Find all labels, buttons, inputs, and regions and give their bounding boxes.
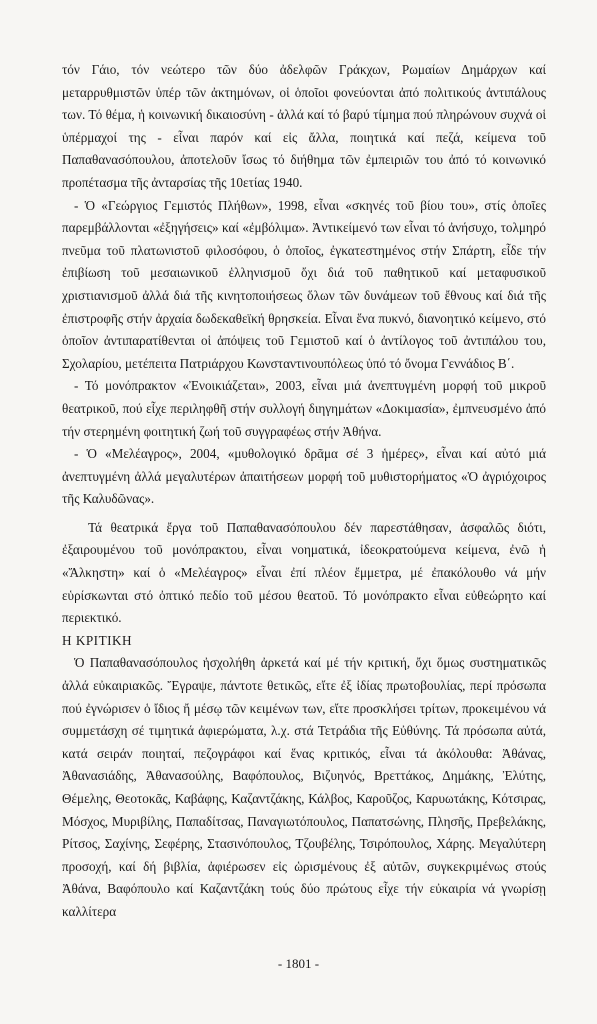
body-text (62, 59, 546, 924)
paragraph-gracchi: τόν Γάιο, τόν νεώτερο τῶν δύο ἀδελφῶν Γράκχων, Ρωμαίων Δημάρχων καί μεταρρυθμιστῶν ὑπέρ τῶν ἀκτημόνων, οἱ ὁποῖοι φονεύονται ἀπό πολιτικούς ἀντιπάλους των. Τό θέμα, ἡ κοινωνική δικαιοσύνη - ἀλλά καί τό βαρύ τίμημα πού πληρώνουν συχνά οἱ ὑπέρμαχοί της - εἶναι παρόν καί εἰς ἄλλα, ποιητικά καί πεζά, κείμενα τοῦ Παπαθανασόπουλου, ἀποτελοῦν ἴσως τό διήθημα τῶν ἐμπειριῶν του ἀπό τό κοινωνικό προπέτασμα τῆς ἀνταρσίας τῆς 10ετίας 1940. (62, 62, 546, 190)
page-number: - 1801 - (277, 956, 320, 971)
section-heading: Η ΚΡΙΤΙΚΗ (62, 632, 133, 648)
paragraph-criticism: Ὁ Παπαθανασόπουλος ἠσχολήθη ἀρκετά καί μέ τήν κριτική, ὄχι ὅμως συστηματικῶς ἀλλά εὐκαιριακῶς. Ἔγραψε, πάντοτε θετικῶς, εἴτε ἐξ ἰδίας πρωτοβουλίας, περί πρόσωπα πού ἐγνώρισεν ὁ ἴδιος ἤ μέσῳ τῶν κειμένων των, εἴτε προσκλήσει τρίτων, προκειμένου νά συμμετάσχη σέ τιμητικά ἀφιερώματα, λ.χ. στά Τετράδια τῆς Εὐθύνης. Τά πρόσωπα αὐτά, κατά σειράν ποιηταί, πεζογράφοι καί ἕνας κριτικός, εἶναι τά ἀκόλουθα: Ἀθάνας, Ἀθανασιάδης, Ἀθανασούλης, Βαφόπουλος, Βιζυηνός, Βρεττάκος, Δημάκης, Ἐλύτης, Θέμελης, Θεοτοκᾶς, Καβάφης, Καζαντζάκης, Κάλβος, Καροῦζος, Καρυωτάκης, Κότσιρας, Μόσχος, Μυριβίλης, Παπαδίτσας, Παναγιωτόπουλος, Παπατσώνης, Πλησῆς, Πρεβελάκης, Ρίτσος, Σαχίνης, Σεφέρης, Στασινόπουλος, Τζουβέλης, Τσιρόπουλος, Χάρης. Μεγαλύτερη προσοχή, καί δή βιβλία, ἀφιέρωσεν εἰς ὡρισμένους ἐξ αὐτῶν, συγκεκριμένως στούς Ἀθάνα, Βαφόπουλο καί Καζαντζάκη τούς δύο πρώτους εἶχε τήν εὐκαιρία νά γνωρίσῃ καλλίτερα (62, 655, 546, 919)
paragraph-enoikiazetai: - Τό μονόπρακτον «Ἐνοικιάζεται», 2003, εἶναι μιά ἀνεπτυγμένη μορφή τοῦ μικροῦ θεατρικοῦ, πού εἶχε περιληφθῆ στήν συλλογή διηγημάτων «Δοκιμασία», ἐμπνευσμένο ἀπό τήν στερημένη φοιτητική ζωή τοῦ συγγραφέως στήν Ἀθήνα. (62, 378, 546, 439)
paragraph-meleagros: - Ὁ «Μελέαγρος», 2004, «μυθολογικό δρᾶμα σέ 3 ἡμέρες», εἶναι καί αὐτό μιά ἀνεπτυγμένη ἀλλά μεγαλυτέρων ἀπαιτήσεων μορφή τοῦ μυθιστορήματος «Ὁ ἀγριόχοιρος τῆς Καλυδῶνας». (62, 446, 546, 507)
paragraph-theatrical-works: Τά θεατρικά ἔργα τοῦ Παπαθανασόπουλου δέν παρεστάθησαν, ἀσφαλῶς διότι, ἐξαιρουμένου τοῦ μονόπρακτου, εἶναι νοηματικά, ἰδεοκρατούμενα κείμενα, ἐνῶ ἡ «Ἄλκηστη» καί ὁ «Μελέαγρος» εἶναι ἐπί πλέον ἔμμετρα, μέ ἐπακόλουθο νά μήν εὑρίσκωνται στό ὀπτικό πεδίο τοῦ μέσου θεατοῦ. Τό μονόπρακτο εἶναι εὐθεώρητο καί περιεκτικό. (62, 519, 546, 626)
paragraph-plethon: - Ὁ «Γεώργιος Γεμιστός Πλήθων», 1998, εἶναι «σκηνές τοῦ βίου του», στίς ὁποῖες παρεμβάλλονται «ἐξηγήσεις» καί «ἐμβόλιμα». Ἀντικείμενό των εἶναι τό ἀνήσυχο, τολμηρό πνεῦμα τοῦ πλατωνιστοῦ φιλοσόφου, ὁ ὁποῖος, ἐγκατεστημένος στήν Σπάρτη, εἶδε τήν ἐπιβίωση τοῦ μεσαιωνικοῦ ἑλληνισμοῦ ὄχι διά τοῦ παθητικοῦ καί μεταφυσικοῦ χριστιανισμοῦ ἀλλά διά τῆς κινητοποιήσεως ὅλων τῶν δυνάμεων τοῦ ἔθνους καί διά τῆς ἐπιστροφῆς στήν ἀρχαία δωδεκαθεϊκή θρησκεία. Εἶναι ἕνα πυκνό, διανοητικό κείμενο, στό ὁποῖον ἀντιπαρατίθενται οἱ ἀπόψεις τοῦ Γεμιστοῦ καί ὁ ἀντίλογος τοῦ ἀντιπάλου του, Σχολαρίου, μετέπειτα Πατριάρχου Κωνσταντινουπόλεως ὑπό τό ὄνομα Γεννάδιος Β΄. (62, 197, 546, 371)
